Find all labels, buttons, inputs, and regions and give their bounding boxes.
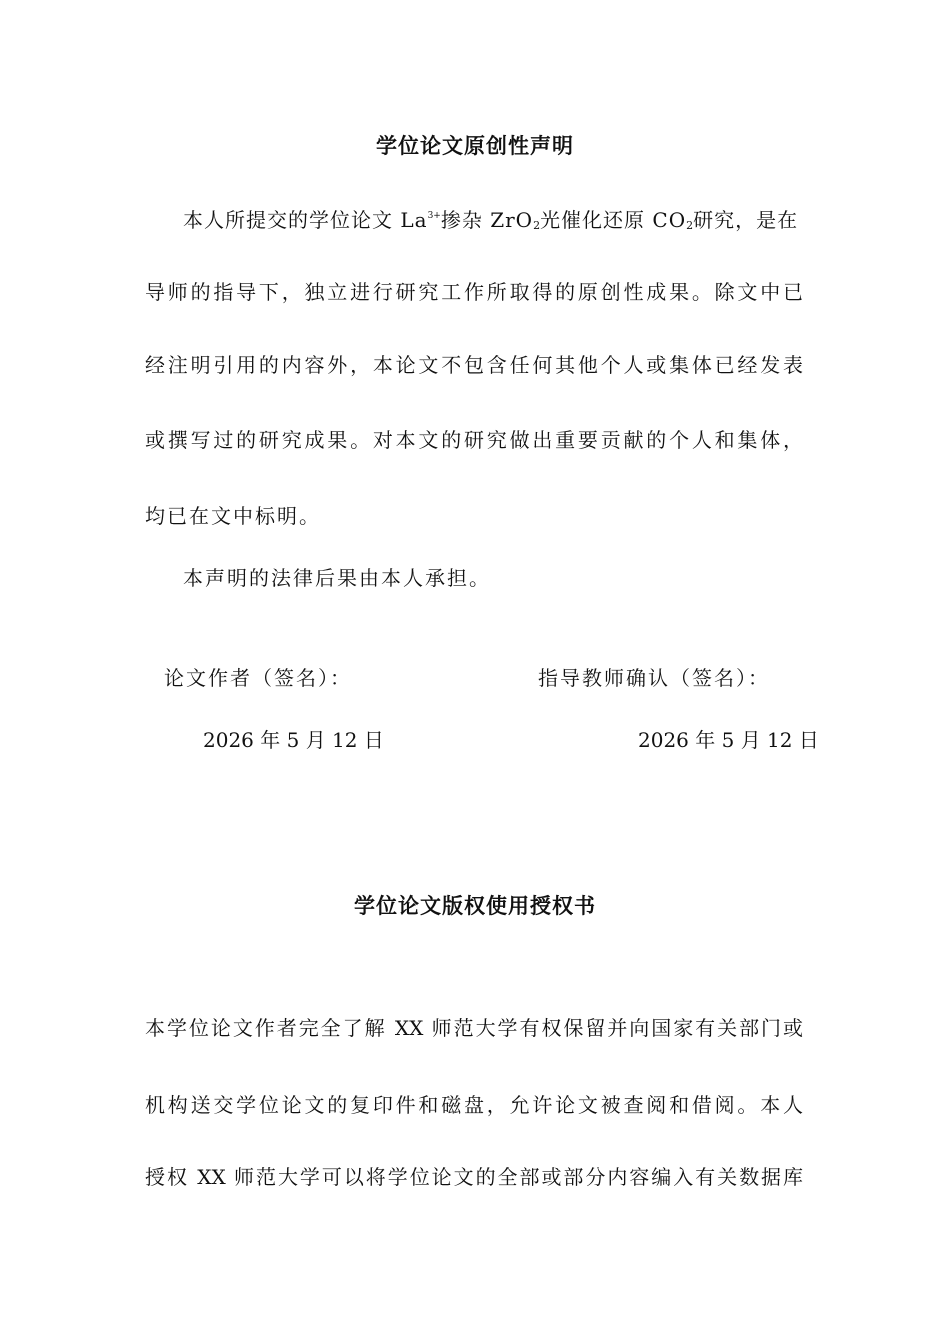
author-date: 2026 年 5 月 12 日 [203,728,384,752]
legal-responsibility-statement: 本声明的法律后果由本人承担。 [183,566,491,590]
declaration-text-segment: 光催化还原 CO [540,208,687,232]
authorization-paragraph-line-1: 本学位论文作者完全了解 XX 师范大学有权保留并向国家有关部门或 [145,1016,803,1040]
subscript-2: 2 [686,219,694,232]
declaration-paragraph-line-1 [183,204,798,238]
declaration-paragraph-line-2: 导师的指导下，独立进行研究工作所取得的原创性成果。除文中已 [145,280,803,304]
declaration-paragraph-line-3: 经注明引用的内容外，本论文不包含任何其他个人或集体已经发表 [145,353,803,377]
authorization-paragraph-line-2: 机构送交学位论文的复印件和磁盘，允许论文被查阅和借阅。本人 [145,1093,803,1117]
declaration-paragraph-line-4: 或撰写过的研究成果。对本文的研究做出重要贡献的个人和集体， [145,428,803,452]
declaration-text-segment: 掺杂 ZrO [440,208,534,232]
declaration-text-segment: 本人所提交的学位论文 La [183,208,428,232]
superscript-charge: 3+ [427,211,441,221]
author-signature-label: 论文作者（签名）： [164,666,352,690]
subscript-2: 2 [533,219,541,232]
declaration-text-segment: 研究，是在 [693,208,799,232]
authorization-paragraph-line-3: 授权 XX 师范大学可以将学位论文的全部或部分内容编入有关数据库 [145,1165,803,1189]
advisor-signature-label: 指导教师确认（签名）： [538,666,770,690]
declaration-title: 学位论文原创性声明 [376,134,574,158]
declaration-paragraph-line-5: 均已在文中标明。 [145,504,321,528]
authorization-title: 学位论文版权使用授权书 [354,894,596,918]
advisor-date: 2026 年 5 月 12 日 [638,728,819,752]
